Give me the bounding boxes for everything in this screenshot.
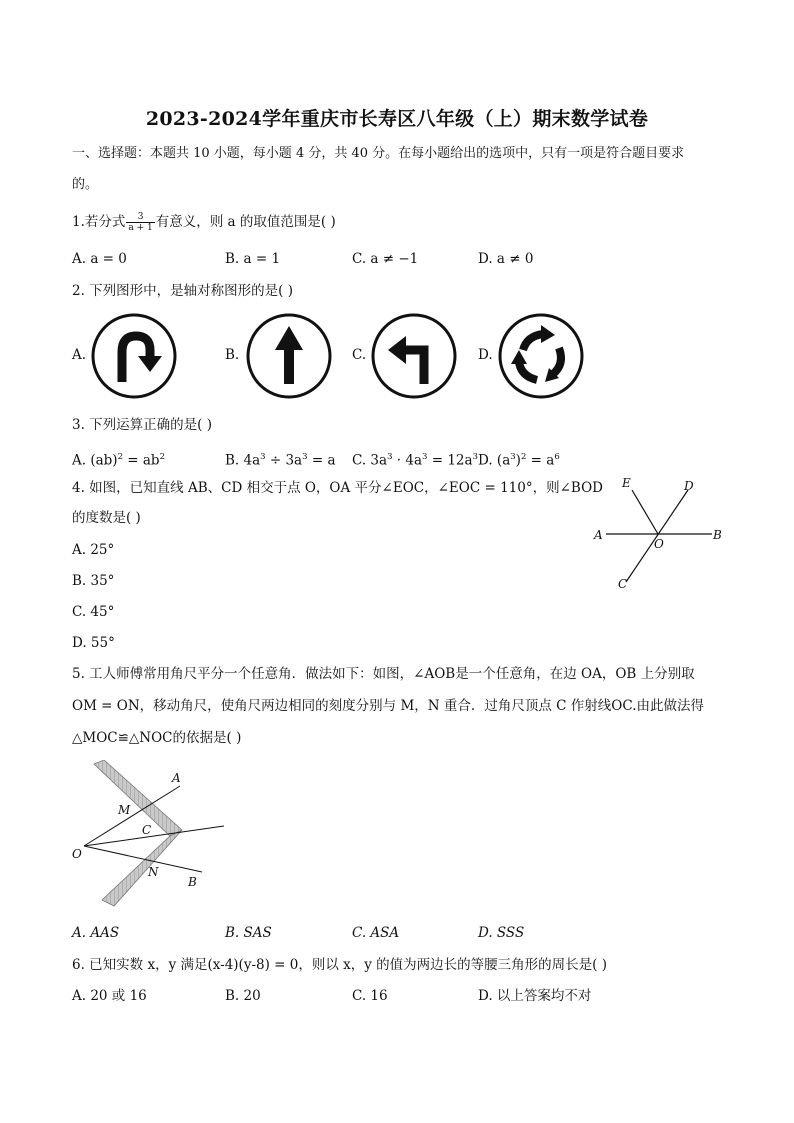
- u-turn-sign-icon: [90, 312, 178, 400]
- q4-option-b: B. 35°: [72, 573, 115, 589]
- q3-option-a: A. $(ab)^2 = ab^2$: [72, 452, 165, 469]
- q2-option-a-label: A.: [72, 347, 87, 363]
- q2-option-b-label: B.: [225, 347, 240, 363]
- label-c: C: [618, 577, 628, 591]
- recycle-arrows-sign-icon: [497, 312, 585, 400]
- straight-arrow-sign-icon: [245, 312, 333, 400]
- q4-option-a: A. 25°: [72, 542, 115, 558]
- label-n: N: [148, 865, 159, 879]
- line-cd: [626, 490, 688, 582]
- label-c: C: [142, 823, 152, 837]
- square-upper-arm: [94, 760, 182, 836]
- q5-angle-square-figure: [70, 760, 230, 910]
- q1-option-b: B. a = 1: [225, 251, 281, 267]
- label-a: A: [172, 771, 181, 785]
- q2-option-c-label: C.: [352, 347, 367, 363]
- ray-oc: [84, 826, 224, 846]
- q1-option-a: A. a = 0: [72, 251, 127, 267]
- q6-option-d: D. 以上答案均不对: [478, 988, 592, 1004]
- label-a: A: [594, 528, 603, 542]
- exam-title: 2023-2024学年重庆市长寿区八年级（上）期末数学试卷: [145, 108, 649, 130]
- q6-option-b: B. 20: [225, 988, 261, 1004]
- q1-fraction: [126, 212, 154, 233]
- question-5-line2: OM = ON，移动角尺，使角尺两边相同的刻度分别与 M，N 重合．过角尺顶点 C 作射线OC.由此做法得: [72, 698, 705, 714]
- q6-option-a: A. 20 或 16: [72, 988, 147, 1004]
- section-instruction-line1: 一、选择题：本题共 10 小题，每小题 4 分，共 40 分。在每小题给出的选项中，只有一项是符合题目要求: [72, 146, 685, 161]
- q4-option-d: D. 55°: [72, 635, 115, 651]
- section-instruction-line2: 的。: [72, 177, 99, 192]
- question-4-line1: 4. 如图，已知直线 AB、CD 相交于点 O，OA 平分∠EOC，∠EOC = 110°，则∠BOD: [72, 480, 603, 496]
- q1-prefix: 1.若分式: [72, 214, 126, 230]
- q5-option-b: B. SAS: [225, 925, 272, 941]
- question-2-stem: 2. 下列图形中，是轴对称图形的是( ): [72, 283, 293, 299]
- q1-fraction-numerator: 3: [137, 212, 144, 222]
- question-4-line2: 的度数是( ): [72, 510, 141, 526]
- q5-option-c: C. ASA: [352, 925, 400, 941]
- question-1-stem: [72, 212, 336, 233]
- q4-option-c: C. 45°: [72, 604, 115, 620]
- q5-option-d: D. SSS: [478, 925, 525, 941]
- label-m: M: [118, 803, 131, 817]
- q5-option-a: A. AAS: [72, 925, 120, 941]
- label-d: D: [684, 479, 694, 493]
- q3-option-b: B. $4a^3 \div 3a^3 = a$: [225, 452, 336, 469]
- q3-option-c: C. $3a^3 \cdot 4a^3 = 12a^3$: [352, 452, 478, 469]
- question-3-stem: 3. 下列运算正确的是( ): [72, 417, 212, 433]
- label-b: B: [713, 528, 722, 542]
- q3-option-d: D. $(a^3)^2 = a^6$: [478, 452, 560, 469]
- ray-oe: [632, 490, 658, 534]
- label-e: E: [622, 476, 631, 490]
- q1-fraction-denominator: a + 1: [128, 223, 153, 233]
- question-5-line3: △MOC≌△NOC的依据是( ): [72, 730, 242, 746]
- q6-option-c: C. 16: [352, 988, 388, 1004]
- q2-option-d-label: D.: [478, 347, 493, 363]
- q4-angle-figure: [590, 472, 730, 596]
- q1-suffix: 有意义，则 a 的取值范围是( ): [155, 214, 336, 230]
- label-o: O: [654, 537, 664, 551]
- question-5-line1: 5. 工人师傅常用角尺平分一个任意角．做法如下：如图，∠AOB是一个任意角，在边 OA，OB 上分别取: [72, 666, 695, 682]
- left-turn-sign-icon: [370, 312, 458, 400]
- label-o: O: [72, 847, 82, 861]
- question-6-stem: 6. 已知实数 x，y 满足(x-4)(y-8) = 0，则以 x，y 的值为两边长的等腰三角形的周长是( ): [72, 957, 607, 973]
- q1-option-d: D. a ≠ 0: [478, 251, 534, 267]
- label-b: B: [188, 875, 197, 889]
- q1-option-c: C. a ≠ −1: [352, 251, 419, 267]
